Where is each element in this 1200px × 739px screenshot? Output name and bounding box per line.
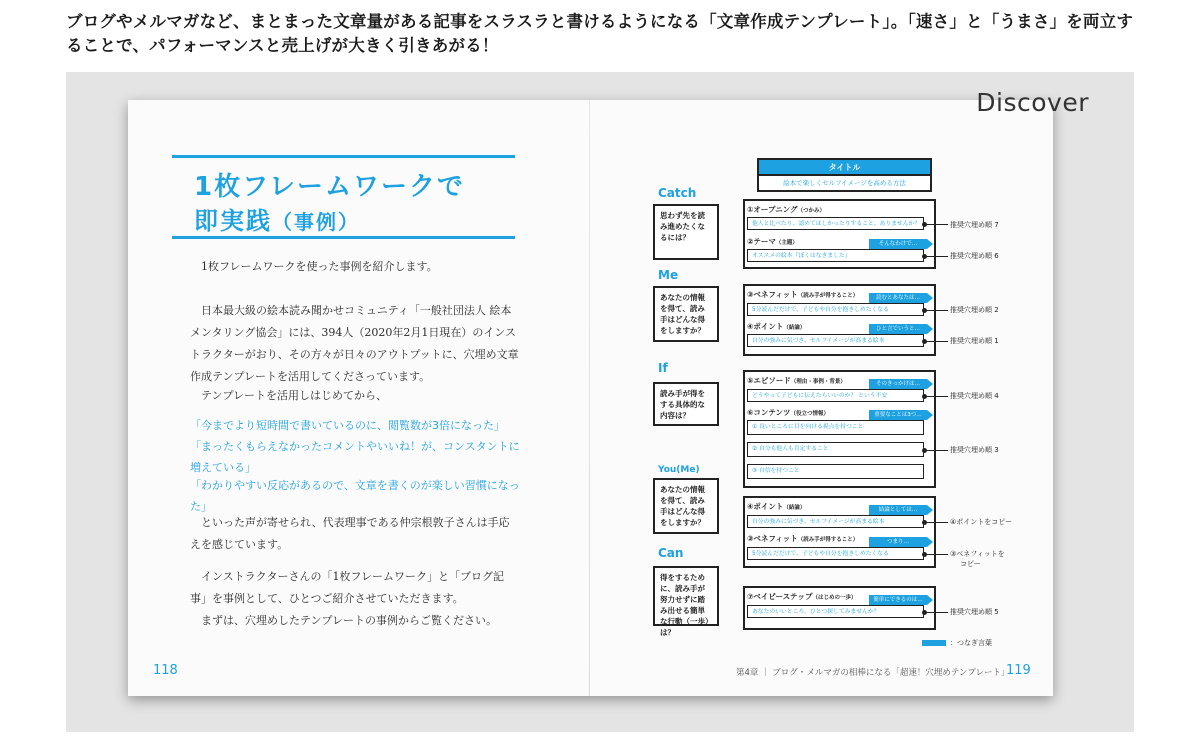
order-label-3: 推奨穴埋め順 3 xyxy=(950,446,999,454)
leader-dot xyxy=(922,339,927,344)
paragraph-1: 1枚フレームワークを使った事例を紹介します。 xyxy=(201,260,438,273)
order-label-2: 推奨穴埋め順 2 xyxy=(950,306,999,314)
section-can: Can xyxy=(658,546,684,560)
book-spread xyxy=(128,88,1089,696)
leader-line xyxy=(924,256,948,257)
section-catch: Catch xyxy=(658,186,697,200)
quote-1: 「今までより短時間で書いているのに、閲覧数が3倍になった」 xyxy=(190,419,505,432)
page-number-left: 118 xyxy=(153,663,178,678)
order-label-6: 推奨穴埋め順 6 xyxy=(950,252,999,260)
example-babystep: あなたのいいところ、ひとつ探してみませんか？ xyxy=(747,605,924,618)
quote-2: 「まったくもらえなかったコメントやいいね！が、コンスタントに増えている」 xyxy=(190,440,520,474)
title-rule-top xyxy=(172,155,515,158)
leader-line xyxy=(924,522,948,523)
connector-contents: 重要なことは3つ… xyxy=(869,410,927,420)
article-caption: ブログやメルマガなど、まとまった文章量がある記事をスラスラと書けるようになる「文章作成テンプレート」。「速さ」と「うまさ」を両立することで、パフォーマンスと売上げが大きく引きあがる！ xyxy=(66,12,1134,55)
running-footer: 第4章 ｜ ブログ・メルマガの相棒になる「超速！穴埋めテンプレート」 xyxy=(736,668,1010,678)
order-label-7: 推奨穴埋め順 7 xyxy=(950,221,999,229)
order-label-1: 推奨穴埋め順 1 xyxy=(950,337,999,345)
leader-dot xyxy=(922,308,927,313)
item-opening: ①オープニング（つかみ） xyxy=(747,205,825,214)
item-episode: ⑤エピソード（理由・事例・背景） xyxy=(747,376,846,385)
leader-dot xyxy=(922,254,927,259)
leader-line xyxy=(924,396,948,397)
leader-dot xyxy=(922,222,927,227)
connector-theme: そんなわけで… xyxy=(869,239,927,249)
leader-dot xyxy=(922,448,927,453)
item-theme: ②テーマ（主題） xyxy=(747,237,798,246)
legend-text: ：つなぎ言葉 xyxy=(950,639,992,647)
copy-benefit-label-1: ③ベネフィットを xyxy=(950,550,1005,558)
section-me: Me xyxy=(658,268,679,282)
leader-dot xyxy=(922,394,927,399)
copy-benefit-label-2: コピー xyxy=(960,560,981,568)
item-benefit: ③ベネフィット（読み手が得すること） xyxy=(747,290,859,299)
item-point: ④ポイント（結論） xyxy=(747,322,806,331)
question-can: 得をするために、読み手が努力せずに踏み出せる簡単な行動（一歩）は？ xyxy=(653,566,719,626)
paragraph-2: 日本最大級の絵本読み聞かせコミュニティ「一般社団法人 絵本メンタリング協会」には、394人（2020年2月1日現在）のインストラクターがおり、その方々が日々のアウトプットに、穴埋め文章作成テンプレートを活用してくださっています。 xyxy=(190,304,519,383)
page-title-line2: 即実践（事例） xyxy=(194,207,360,235)
leader-line xyxy=(924,554,948,555)
example-point: 自分の強みに気づき、セルフイメージが高まる絵本 xyxy=(747,334,924,347)
connector-babystep: 簡単にできるのは… xyxy=(869,595,927,605)
item-point-2: ④ポイント（結論） xyxy=(747,502,806,511)
item-contents: ⑥コンテンツ（役立つ情報） xyxy=(747,408,829,417)
leader-line xyxy=(924,341,948,342)
discover-logo: Discover xyxy=(976,88,1089,117)
example-contents-2: ② 自分も他人も肯定すること xyxy=(747,442,924,457)
example-theme: オススメの絵本『ぼくはなきました』 xyxy=(747,249,924,262)
title-rule-bottom xyxy=(172,236,515,239)
paragraph-4: といった声が寄せられ、代表理事である仲宗根敦子さんは手応えを感じています。 xyxy=(190,516,510,551)
section-you: You(Me) xyxy=(658,465,700,475)
item-babystep: ⑦ベイビーステップ（はじめの一歩） xyxy=(747,592,857,601)
page-number-right: 119 xyxy=(1006,663,1031,678)
paragraph-3: テンプレートを活用しはじめてから、 xyxy=(201,389,388,402)
order-label-5: 推奨穴埋め順 5 xyxy=(950,608,999,616)
question-me: あなたの情報を得て、読み手はどんな得をしますか？ xyxy=(653,286,719,342)
diagram-title: タイトル xyxy=(757,158,932,176)
connector-benefit-2: つまり… xyxy=(869,537,927,547)
connector-point: ひと言でいうと… xyxy=(869,324,927,334)
connector-point-2: 結論としては… xyxy=(869,505,927,515)
leader-line xyxy=(924,612,948,613)
example-episode: どうやって子どもに伝えたらいいのか？ という不安 xyxy=(747,389,924,402)
diagram-subtitle: 絵本で楽しくセルフイメージを高める方法 xyxy=(757,174,932,192)
leader-dot xyxy=(922,610,927,615)
question-catch: 思わず先を読み進めたくなるには？ xyxy=(653,204,719,260)
question-if: 読み手が得をする具体的な内容は？ xyxy=(653,382,719,426)
book-spine xyxy=(589,100,590,696)
paragraph-5: インストラクターさんの「1枚フレームワーク」と「ブログ記事」を事例として、ひとつご紹介させていただきます。 xyxy=(190,570,505,605)
page-title-line1: 1枚フレームワークで xyxy=(194,172,466,202)
example-benefit: 5分読んだだけで、子どもや自分を抱きしめたくなる xyxy=(747,303,924,316)
example-contents-1: ① 良いところに目を向ける視点を持つこと xyxy=(747,420,924,435)
leader-line xyxy=(924,310,948,311)
example-point-2: 自分の強みに気づき、セルフイメージが高まる絵本 xyxy=(747,515,924,528)
legend-swatch xyxy=(922,640,946,646)
connector-episode: そのきっかけは… xyxy=(869,379,927,389)
example-benefit-2: 5分読んだだけで、子どもや自分を抱きしめたくなる xyxy=(747,547,924,560)
copy-point-label: ④ポイントをコピー xyxy=(950,518,1012,526)
example-contents-3: ③ 自信を持つこと xyxy=(747,464,924,479)
connector-benefit: 読むとあなたは… xyxy=(869,293,927,303)
leader-dot xyxy=(922,552,927,557)
leader-line xyxy=(924,450,948,451)
item-benefit-2: ③ベネフィット（読み手が得すること） xyxy=(747,534,859,543)
leader-dot xyxy=(922,520,927,525)
question-you: あなたの情報を得て、読み手はどんな得をしますか？ xyxy=(653,478,719,534)
order-label-4: 推奨穴埋め順 4 xyxy=(950,392,999,400)
paragraph-6: まずは、穴埋めしたテンプレートの事例からご覧ください。 xyxy=(201,614,498,627)
quote-3: 「わかりやすい反応があるので、文章を書くのが楽しい習慣になった」 xyxy=(190,479,520,513)
section-if: If xyxy=(658,361,668,375)
example-opening: 他人と比べたり、認めてほしかったりすること、ありませんか？ xyxy=(747,217,924,230)
leader-line xyxy=(924,224,948,225)
